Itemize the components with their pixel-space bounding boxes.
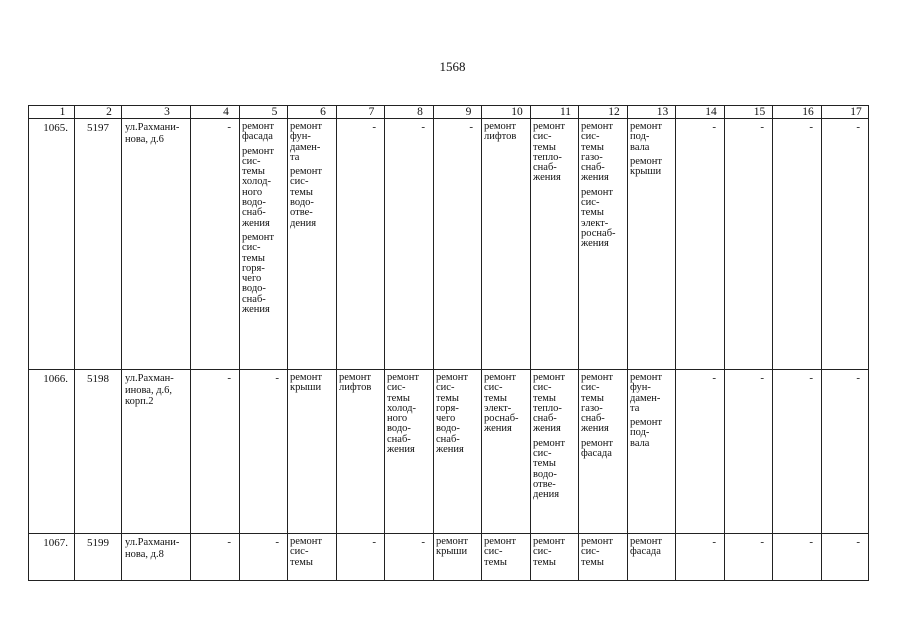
empty-cell: - [385, 119, 434, 370]
work-item-line: сис- [581, 131, 600, 143]
work-item-line: темы [533, 141, 556, 153]
work-item-line: ремонт [581, 186, 614, 198]
work-item-line: жения [436, 444, 464, 456]
work-item [484, 122, 528, 143]
address-cell [122, 534, 191, 581]
address-line: ул.Рахмани- [125, 537, 180, 548]
row-number: 1065. [29, 119, 75, 370]
address-cell [122, 119, 191, 370]
empty-cell: - [676, 119, 725, 370]
work-item-line: газо- [581, 151, 603, 163]
work-cell [482, 534, 531, 581]
row-number: 1066. [29, 370, 75, 534]
work-item-line: ремонт [630, 536, 663, 547]
empty-cell: - [337, 119, 385, 370]
work-item-line: темы [581, 392, 604, 404]
address-line: корп.2 [125, 396, 154, 407]
work-item-line: крыши [436, 546, 468, 558]
work-item-line: газо- [581, 402, 603, 414]
work-cell [434, 370, 482, 534]
empty-cell: - [676, 370, 725, 534]
work-cell [288, 370, 337, 534]
work-item-line: ремонт [533, 372, 566, 383]
work-item-line: ремонт [436, 536, 469, 547]
work-item-line: ремонт [533, 121, 566, 132]
work-item-line: сис- [533, 382, 552, 394]
work-item-line: крыши [630, 166, 662, 178]
work-item-line: сис- [581, 546, 600, 558]
work-item-line: ремонт [484, 121, 517, 132]
column-header: 8 [385, 106, 434, 119]
table-row [29, 370, 869, 534]
work-item [290, 373, 334, 394]
work-item-line: ремонт [242, 145, 275, 157]
work-item-line: темы [533, 556, 556, 568]
work-item-line: сис- [484, 382, 503, 394]
work-item-line: жения [533, 172, 561, 184]
work-item-line: крыши [290, 382, 322, 394]
work-item-line: дамен- [630, 392, 661, 404]
empty-cell: - [822, 370, 869, 534]
work-cell [288, 534, 337, 581]
address-line: ул.Рахмани- [125, 122, 180, 133]
work-item [484, 537, 528, 568]
work-item [581, 188, 625, 250]
work-item-line: фун- [630, 382, 651, 394]
work-item-line: чего [242, 273, 262, 285]
work-item-line: снаб- [387, 433, 411, 445]
work-cell [482, 119, 531, 370]
work-cell [482, 370, 531, 534]
work-item-line: снаб- [436, 433, 460, 445]
work-item-line: ного [387, 413, 408, 425]
column-header: 6 [288, 106, 337, 119]
column-header: 10 [482, 106, 531, 119]
work-item-line: ремонт [533, 536, 566, 547]
work-item-line: темы [533, 392, 556, 404]
work-item-line: лифтов [484, 131, 517, 143]
empty-cell: - [240, 534, 288, 581]
work-item [581, 439, 625, 460]
work-item-line: ремонт [484, 372, 517, 383]
work-item-line: ремонт [242, 121, 275, 132]
work-item-line: вала [630, 437, 650, 449]
work-item-line: водо- [533, 468, 557, 480]
work-item-line: тепло- [533, 151, 562, 163]
work-item-line: под- [630, 131, 650, 143]
work-item-line: сис- [533, 131, 552, 143]
work-item-line: дения [290, 217, 317, 229]
work-item-line: ремонт [290, 536, 323, 547]
work-item-line: ремонт [630, 372, 663, 383]
work-item-line: жения [533, 423, 561, 435]
work-item-line: сис- [436, 382, 455, 394]
column-header: 3 [122, 106, 191, 119]
empty-cell: - [725, 119, 773, 370]
work-item-line: темы [581, 141, 604, 153]
work-item-line: жения [581, 172, 609, 184]
work-item-line: жения [242, 217, 270, 229]
work-item-line: дамен- [290, 141, 321, 153]
column-header: 11 [531, 106, 579, 119]
work-cell [385, 370, 434, 534]
work-item-line: дения [533, 489, 560, 501]
work-item-line: темы [484, 556, 507, 568]
work-item [533, 373, 576, 435]
work-item-line: ного [242, 186, 263, 198]
work-item-line: темы [242, 166, 265, 178]
work-item [290, 537, 334, 568]
work-item-line: темы [581, 207, 604, 219]
work-item-line: жения [581, 423, 609, 435]
work-item [533, 122, 576, 184]
work-item-line: темы [242, 252, 265, 264]
work-cell [531, 119, 579, 370]
work-item-line: ремонт [581, 372, 614, 383]
column-header: 1 [29, 106, 75, 119]
work-item-line: ремонт [242, 231, 275, 243]
work-item-line: сис- [242, 242, 261, 254]
work-item-line: темы [436, 392, 459, 404]
empty-cell: - [191, 534, 240, 581]
work-item [290, 122, 334, 163]
work-item-line: роснаб- [581, 227, 616, 239]
work-item-line: сис- [387, 382, 406, 394]
work-item [630, 373, 673, 414]
work-item-line: сис- [581, 197, 600, 209]
work-item-line: та [290, 151, 300, 163]
work-cell [628, 119, 676, 370]
work-item-line: отве- [533, 478, 556, 490]
repair-schedule-table [28, 105, 869, 581]
work-item-line: лифтов [339, 382, 372, 394]
column-header: 12 [579, 106, 628, 119]
work-item-line: ремонт [290, 166, 323, 178]
work-item-line: ремонт [387, 372, 420, 383]
object-code: 5199 [75, 534, 122, 581]
empty-cell: - [773, 370, 822, 534]
empty-cell: - [822, 534, 869, 581]
work-item-line: ремонт [484, 536, 517, 547]
work-item-line: элект- [581, 217, 609, 229]
work-item [242, 147, 285, 229]
work-cell [579, 119, 628, 370]
work-item-line: водо- [387, 423, 411, 435]
work-item [533, 439, 576, 501]
work-item [630, 537, 673, 558]
work-item-line: фасада [581, 448, 612, 460]
work-item-line: фасада [630, 546, 661, 558]
work-cell [531, 370, 579, 534]
page-number: 1568 [439, 59, 466, 74]
address-line: нова, д.8 [125, 548, 164, 560]
empty-cell: - [773, 119, 822, 370]
column-header: 13 [628, 106, 676, 119]
work-item-line: снаб- [242, 293, 266, 305]
work-item-line: темы [533, 458, 556, 470]
work-item-line: вала [630, 141, 650, 153]
work-item-line: ремонт [290, 372, 323, 383]
column-header: 4 [191, 106, 240, 119]
work-item-line: темы [290, 556, 313, 568]
column-header: 16 [773, 106, 822, 119]
work-item-line: отве- [290, 207, 313, 219]
work-item-line: ремонт [581, 536, 614, 547]
empty-cell: - [773, 534, 822, 581]
work-item-line: фасада [242, 131, 273, 143]
work-item-line: снаб- [581, 162, 605, 174]
empty-cell: - [337, 534, 385, 581]
work-item-line: ремонт [290, 121, 323, 132]
work-item-line: сис- [290, 546, 309, 558]
work-item [339, 373, 382, 394]
work-item-line: жения [242, 304, 270, 316]
object-code: 5197 [75, 119, 122, 370]
work-item-line: жения [484, 423, 512, 435]
work-cell [628, 534, 676, 581]
work-item-line: водо- [290, 197, 314, 209]
work-item [533, 537, 576, 568]
work-item-line: роснаб- [484, 413, 519, 425]
work-item-line: та [630, 402, 640, 414]
work-item-line: сис- [484, 546, 503, 558]
work-item [436, 373, 479, 455]
work-cell [288, 119, 337, 370]
column-header: 5 [240, 106, 288, 119]
work-item-line: холод- [242, 176, 271, 188]
work-cell [240, 119, 288, 370]
address-line: нова, д.6 [125, 133, 164, 145]
work-cell [434, 534, 482, 581]
work-cell [579, 534, 628, 581]
work-item-line: ремонт [339, 372, 372, 383]
empty-cell: - [725, 534, 773, 581]
address-cell [122, 370, 191, 534]
table-row [29, 119, 869, 370]
work-item [630, 157, 673, 178]
work-item-line: снаб- [242, 207, 266, 219]
work-item [630, 122, 673, 153]
work-item [630, 418, 673, 449]
work-item [581, 537, 625, 568]
work-item [242, 122, 285, 143]
work-item-line: тепло- [533, 402, 562, 414]
empty-cell: - [822, 119, 869, 370]
work-item-line: снаб- [533, 413, 557, 425]
work-cell [531, 534, 579, 581]
work-item-line: водо- [242, 283, 266, 295]
column-header: 17 [822, 106, 869, 119]
work-item [484, 373, 528, 435]
work-item-line: темы [290, 186, 313, 198]
table-body [29, 119, 869, 581]
column-header: 15 [725, 106, 773, 119]
work-item-line: ремонт [630, 155, 663, 167]
header-row [29, 106, 869, 119]
address-line: ул.Рахман- [125, 373, 174, 384]
work-item-line: ремонт [630, 121, 663, 132]
work-item [290, 167, 334, 229]
table-row [29, 534, 869, 581]
work-item-line: снаб- [533, 162, 557, 174]
column-header: 9 [434, 106, 482, 119]
work-item-line: чего [436, 413, 456, 425]
work-item-line: ремонт [630, 417, 663, 429]
empty-cell: - [191, 370, 240, 534]
work-cell [337, 370, 385, 534]
empty-cell: - [191, 119, 240, 370]
work-item [581, 122, 625, 184]
row-number: 1067. [29, 534, 75, 581]
work-item-line: сис- [581, 382, 600, 394]
work-item [581, 373, 625, 435]
column-header: 7 [337, 106, 385, 119]
work-item [436, 537, 479, 558]
column-header: 2 [75, 106, 122, 119]
work-item-line: фун- [290, 131, 311, 143]
work-item-line: темы [387, 392, 410, 404]
work-item-line: водо- [436, 423, 460, 435]
work-item [387, 373, 431, 455]
work-item-line: под- [630, 427, 650, 439]
work-item-line: холод- [387, 402, 416, 414]
work-item-line: ремонт [436, 372, 469, 383]
work-cell [628, 370, 676, 534]
work-item-line: снаб- [581, 413, 605, 425]
empty-cell: - [676, 534, 725, 581]
work-item-line: ремонт [581, 437, 614, 449]
empty-cell: - [725, 370, 773, 534]
work-item-line: темы [581, 556, 604, 568]
column-header: 14 [676, 106, 725, 119]
work-item-line: водо- [242, 197, 266, 209]
empty-cell: - [434, 119, 482, 370]
work-item-line: горя- [242, 262, 265, 274]
work-item [242, 233, 285, 315]
empty-cell: - [385, 534, 434, 581]
work-cell [579, 370, 628, 534]
object-code: 5198 [75, 370, 122, 534]
work-item-line: ремонт [581, 121, 614, 132]
work-item-line: ремонт [533, 437, 566, 449]
work-item-line: горя- [436, 402, 459, 414]
work-item-line: сис- [242, 155, 261, 167]
work-item-line: элект- [484, 402, 512, 414]
address-line: инова, д.6, [125, 384, 173, 396]
work-item-line: сис- [533, 546, 552, 558]
work-item-line: сис- [290, 176, 309, 188]
empty-cell: - [240, 370, 288, 534]
work-item-line: жения [581, 238, 609, 250]
work-item-line: темы [484, 392, 507, 404]
work-item-line: жения [387, 444, 415, 456]
work-item-line: сис- [533, 448, 552, 460]
